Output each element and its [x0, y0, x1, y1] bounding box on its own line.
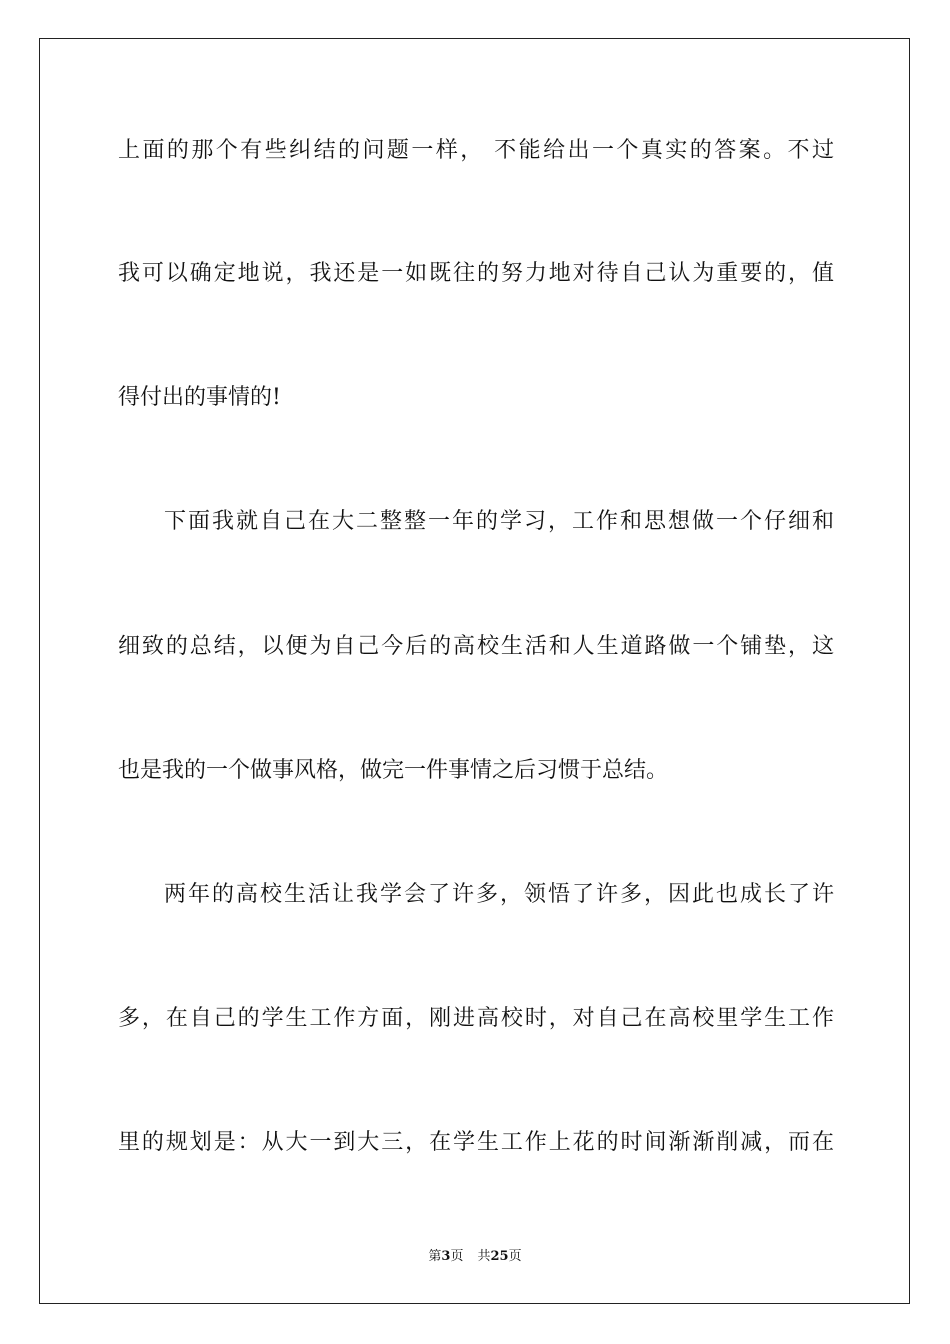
- body-text-line-7: 两年的高校生活让我学会了许多，领悟了许多，因此也成长了许: [164, 882, 834, 907]
- body-text-line-2: 我可以确定地说，我还是一如既往的努力地对待自己认为重要的，值: [118, 261, 834, 286]
- body-text-line-1: 上面的那个有些纠结的问题一样， 不能给出一个真实的答案。不过: [118, 138, 834, 163]
- page-footer: [0, 1248, 950, 1266]
- body-text-line-8: 多，在自己的学生工作方面，刚进高校时，对自己在高校里学生工作: [118, 1006, 834, 1031]
- body-text-line-6: 也是我的一个做事风格，做完一件事情之后习惯于总结。: [118, 758, 669, 783]
- footer-page-total: 25: [490, 1249, 509, 1264]
- footer-page-unit: 页: [450, 1249, 464, 1264]
- body-text-line-3: 得付出的事情的!: [118, 385, 281, 410]
- page-border: [39, 38, 910, 1304]
- footer-total-unit: 页: [508, 1249, 522, 1264]
- body-text-line-5: 细致的总结，以便为自己今后的高校生活和人生道路做一个铺垫，这: [118, 634, 834, 659]
- footer-total-prefix: 共: [477, 1249, 491, 1264]
- body-text-line-4: 下面我就自己在大二整整一年的学习，工作和思想做一个仔细和: [164, 509, 834, 534]
- footer-page-current: 3: [441, 1249, 451, 1264]
- footer-page-prefix: 第: [428, 1249, 442, 1264]
- body-text-line-9: 里的规划是：从大一到大三，在学生工作上花的时间渐渐削减，而在: [118, 1130, 834, 1155]
